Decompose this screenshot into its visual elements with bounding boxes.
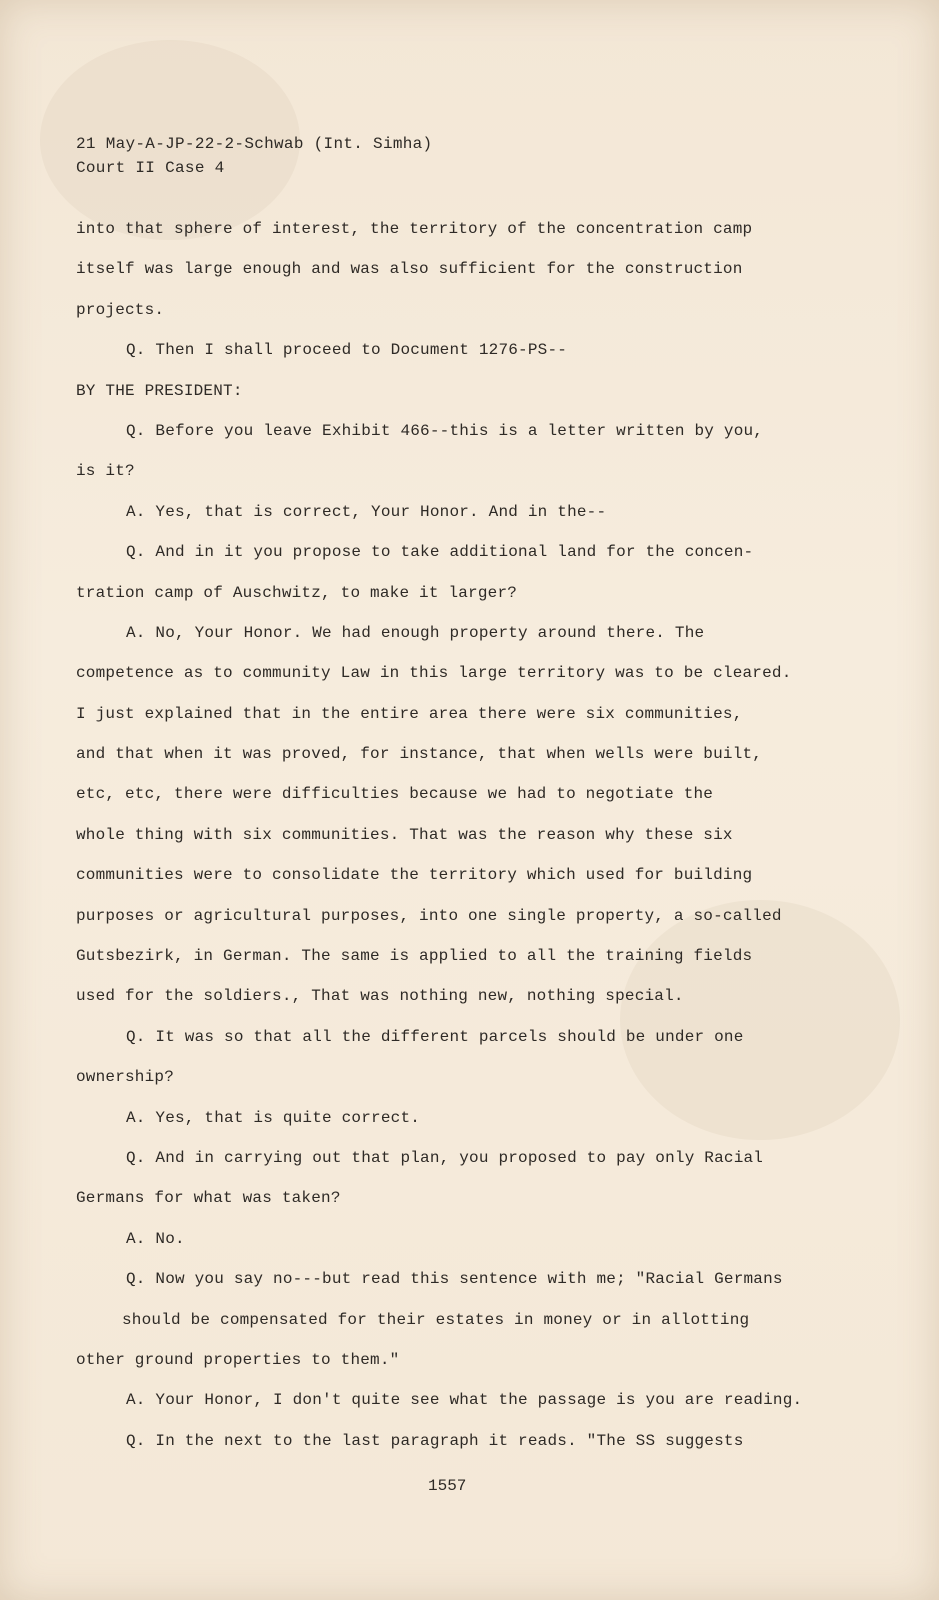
page-number: 1557	[428, 1477, 467, 1495]
transcript-body	[76, 209, 836, 1461]
transcript-line: purposes or agricultural purposes, into one single property, a so-called	[76, 906, 782, 925]
header-court: Court II Case 4	[76, 159, 225, 177]
transcript-line: communities were to consolidate the territory which used for building	[76, 866, 753, 885]
answer-line: A. No.	[126, 1229, 185, 1248]
transcript-line: and that when it was proved, for instance, that when wells were built,	[76, 745, 763, 764]
transcript-line: I just explained that in the entire area there were six communities,	[76, 704, 743, 723]
transcript-line: is it?	[76, 462, 135, 481]
header-reference: 21 May-A-JP-22-2-Schwab (Int. Simha)	[76, 135, 433, 153]
answer-line: A. Yes, that is quite correct.	[126, 1108, 421, 1127]
transcript-line: other ground properties to them."	[76, 1350, 400, 1369]
question-line: Q. Then I shall proceed to Document 1276-PS--	[126, 341, 568, 360]
transcript-line: ownership?	[76, 1068, 175, 1087]
transcript-line: itself was large enough and was also sufficient for the construction	[76, 260, 743, 279]
answer-line: A. Your Honor, I don't quite see what the passage is you are reading.	[126, 1391, 803, 1410]
transcript-line: competence as to community Law in this large territory was to be cleared.	[76, 664, 792, 683]
transcript-line: into that sphere of interest, the territory of the concentration camp	[76, 220, 753, 238]
question-line: Q. Before you leave Exhibit 466--this is a letter written by you,	[126, 421, 764, 440]
question-line: Q. Now you say no---but read this sentence with me; "Racial Germans	[126, 1270, 783, 1289]
question-line: Q. It was so that all the different parcels should be under one	[126, 1027, 744, 1046]
transcript-line: Germans for what was taken?	[76, 1189, 341, 1208]
transcript-line: Gutsbezirk, in German. The same is applied to all the training fields	[76, 947, 753, 966]
document-header	[76, 132, 432, 180]
transcript-line: should be compensated for their estates in money or in allotting	[122, 1310, 750, 1329]
answer-line: A. No, Your Honor. We had enough property around there. The	[126, 623, 705, 642]
question-line: Q. And in it you propose to take additional land for the concen-	[126, 543, 754, 562]
transcript-line: whole thing with six communities. That was the reason why these six	[76, 825, 733, 844]
speaker-heading: BY THE PRESIDENT:	[76, 381, 243, 400]
answer-line: A. Yes, that is correct, Your Honor. And in the--	[126, 502, 607, 521]
question-line: Q. And in carrying out that plan, you proposed to pay only Racial	[126, 1148, 764, 1167]
transcript-line: used for the soldiers., That was nothing new, nothing special.	[76, 987, 684, 1006]
transcript-line: etc, etc, there were difficulties because we had to negotiate the	[76, 785, 714, 804]
question-line: Q. In the next to the last paragraph it reads. "The SS suggests	[126, 1431, 744, 1450]
transcript-line: tration camp of Auschwitz, to make it larger?	[76, 583, 518, 602]
transcript-line: projects.	[76, 300, 165, 319]
